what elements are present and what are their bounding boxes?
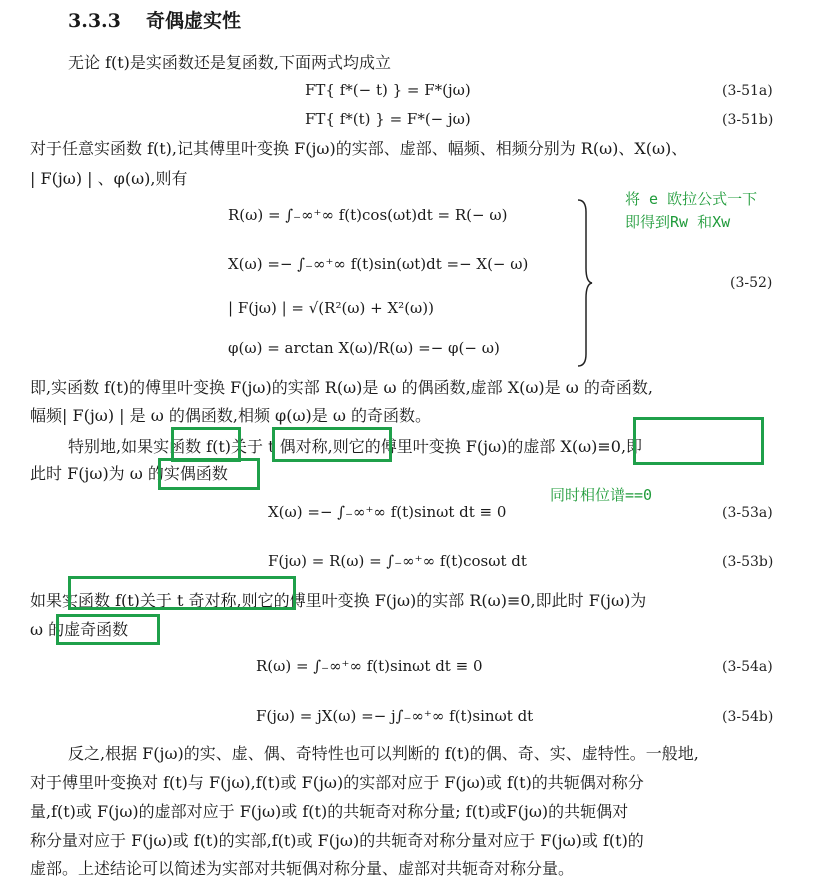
highlight-box-even-symmetric [272, 427, 392, 462]
paragraph-5-line-3: 量,f(t)或 F(jω)的虚部对应于 F(jω)或 f(t)的共轭奇对称分量; f(t)或F(jω)的共轭偶对 [30, 802, 629, 821]
paragraph-4-line-1: 如果实函数 f(t)关于 t 奇对称,则它的傅里叶变换 F(jω)的实部 R(ω)≡0,即此时 F(jω)为 [30, 591, 647, 610]
paragraph-2-line-1: 即,实函数 f(t)的傅里叶变换 F(jω)的实部 R(ω)是 ω 的偶函数,虚部 X(ω)是 ω 的奇函数, [30, 378, 653, 397]
right-brace [574, 198, 594, 368]
equation-number-3-54a: (3-54a) [722, 659, 773, 675]
equation-number-3-51b: (3-51b) [722, 112, 774, 128]
paragraph-3-line-1: 特别地,如果实函数 f(t)关于 t 偶对称,则它的傅里叶变换 F(jω)的虚部 X(ω)≡0,即 [68, 437, 643, 456]
paragraph-5-line-4: 称分量对应于 F(jω)或 f(t)的实部,f(t)或 F(jω)的共轭奇对称分量对应于 F(jω)或 f(t)的 [30, 831, 644, 850]
equation-3-52-magnitude: | F(jω) | = √(R²(ω) + X²(ω)) [228, 299, 434, 317]
paragraph-5-line-2: 对于傅里叶变换对 f(t)与 F(jω),f(t)或 F(jω)的实部对应于 F(jω)或 f(t)的共轭偶对称分 [30, 773, 644, 792]
section-number: 3.3.3 [68, 10, 121, 32]
highlight-box-real-function [171, 427, 241, 462]
highlight-box-imag-zero [633, 417, 764, 465]
equation-3-54b: F(jω) = jX(ω) =− j∫₋∞⁺∞ f(t)sinωt dt [256, 707, 534, 725]
equation-3-53a: X(ω) =− ∫₋∞⁺∞ f(t)sinωt dt ≡ 0 [268, 503, 507, 521]
paragraph-1-line-2: | F(jω) | 、φ(ω),则有 [30, 169, 188, 188]
paragraph-5-line-1: 反之,根据 F(jω)的实、虚、偶、奇特性也可以判断的 f(t)的偶、奇、实、虚特性。一般地, [68, 744, 699, 763]
handwritten-note-euler-line-2: 即得到Rw 和Xw [625, 213, 731, 231]
paragraph-3-line-2: 此时 F(jω)为 ω 的实偶函数 [30, 464, 228, 483]
paragraph-1-line-1: 对于任意实函数 f(t),记其傅里叶变换 F(jω)的实部、虚部、幅频、相频分别为 R(ω)、X(ω)、 [30, 139, 688, 158]
equation-3-52-real: R(ω) = ∫₋∞⁺∞ f(t)cos(ωt)dt = R(− ω) [228, 206, 508, 224]
equation-3-53b: F(jω) = R(ω) = ∫₋∞⁺∞ f(t)cosωt dt [268, 552, 527, 570]
equation-number-3-51a: (3-51a) [722, 83, 773, 99]
equation-number-3-52: (3-52) [730, 275, 773, 291]
intro-line: 无论 f(t)是实函数还是复函数,下面两式均成立 [68, 53, 392, 72]
equation-number-3-53b: (3-53b) [722, 554, 774, 570]
paragraph-2-line-2: 幅频| F(jω) | 是 ω 的偶函数,相频 φ(ω)是 ω 的奇函数。 [30, 406, 431, 425]
highlight-box-real-even-function [158, 458, 260, 490]
equation-number-3-54b: (3-54b) [722, 709, 774, 725]
equation-number-3-53a: (3-53a) [722, 505, 773, 521]
equation-3-52-phase: φ(ω) = arctan X(ω)/R(ω) =− φ(− ω) [228, 339, 500, 357]
handwritten-note-euler-line-1: 将 e 欧拉公式一下 [625, 190, 758, 208]
handwritten-note-phase-zero: 同时相位谱==0 [550, 486, 653, 504]
paragraph-5-line-5: 虚部。上述结论可以简述为实部对共轭偶对称分量、虚部对共轭奇对称分量。 [30, 859, 575, 878]
equation-3-54a: R(ω) = ∫₋∞⁺∞ f(t)sinωt dt ≡ 0 [256, 657, 483, 675]
section-title: 奇偶虚实性 [146, 10, 242, 32]
equation-3-51b: FT{ f*(t) } = F*(− jω) [305, 110, 471, 128]
equation-3-51a: FT{ f*(− t) } = F*(jω) [305, 81, 471, 99]
highlight-box-odd-symmetric [68, 576, 296, 610]
paragraph-4-line-2: ω 的虚奇函数 [30, 620, 129, 639]
highlight-box-imag-odd-function [56, 614, 160, 645]
equation-3-52-imag: X(ω) =− ∫₋∞⁺∞ f(t)sin(ωt)dt =− X(− ω) [228, 255, 529, 273]
